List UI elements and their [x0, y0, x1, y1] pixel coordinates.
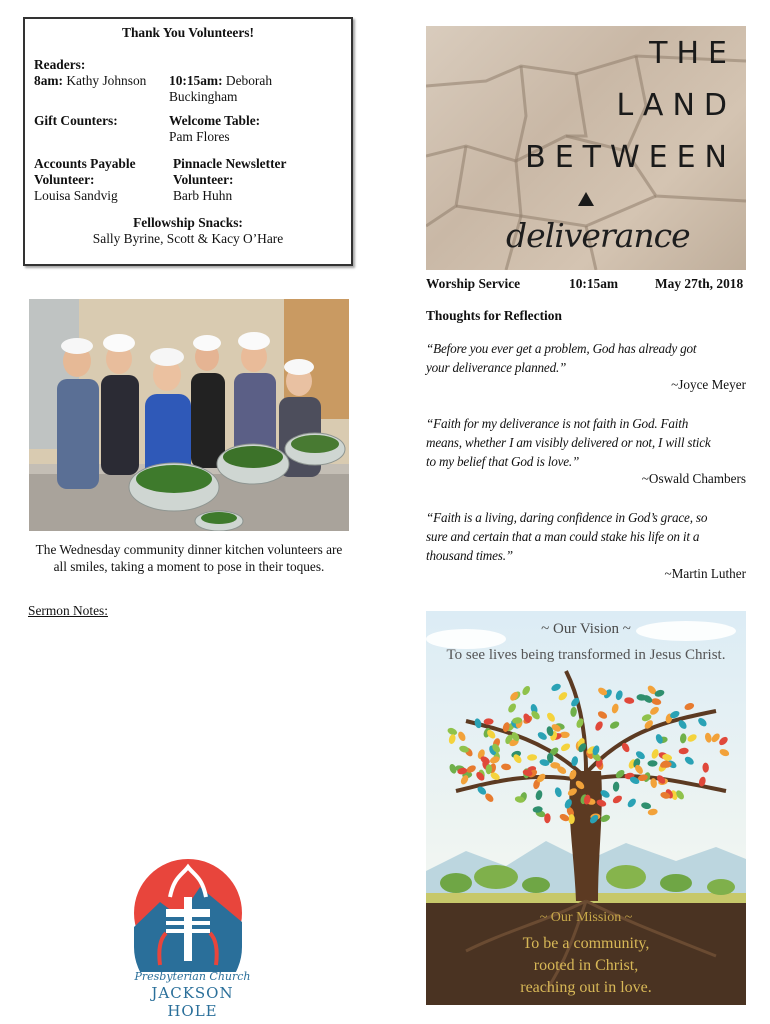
quote-3-author: ~Martin Luther	[664, 566, 746, 581]
quote-1-line2: your deliverance planned.”	[426, 360, 567, 375]
mission-title: ~ Our Mission ~	[539, 910, 633, 925]
leaf-icon	[554, 786, 563, 797]
leaf-icon	[677, 719, 688, 731]
volunteer-title: Thank You Volunteers!	[122, 25, 254, 40]
quote-3-line3: thousand times.”	[426, 548, 513, 563]
leaf-icon	[596, 798, 608, 807]
leaf-icon	[570, 707, 577, 718]
leaf-icon	[536, 731, 548, 742]
mission-line2: rooted in Christ,	[533, 957, 639, 974]
leaf-icon	[647, 760, 657, 767]
cover-script-word: deliverance	[506, 216, 690, 255]
leaf-icon	[545, 711, 556, 723]
reader-8am: 8am: Kathy Johnson	[34, 73, 147, 88]
vision-mission-graphic	[426, 611, 746, 1005]
quote-2-line1: “Faith for my deliverance is not faith in God. Faith	[426, 416, 689, 431]
leaf-icon	[521, 685, 532, 697]
photo-caption	[26, 541, 352, 575]
service-label: Worship Service	[426, 276, 521, 291]
leaf-icon	[686, 733, 698, 744]
church-logo	[130, 857, 255, 1020]
leaf-icon	[557, 690, 569, 701]
mission-line3: reaching out in love.	[520, 979, 652, 996]
kitchen-photo-illustration	[29, 299, 349, 531]
reader-1015: 10:15am: Deborah	[169, 73, 273, 88]
accounts-label-2: Volunteer:	[34, 172, 95, 187]
leaf-icon	[597, 710, 609, 721]
leaf-icon	[563, 798, 573, 810]
leaf-icon	[611, 794, 623, 805]
reflection-heading: Thoughts for Reflection	[426, 308, 562, 323]
leaf-icon	[704, 732, 712, 743]
leaf-icon	[620, 742, 631, 754]
quote-1-line1: “Before you ever get a problem, God has already got	[426, 341, 697, 356]
newsletter-name: Barb Huhn	[173, 188, 233, 203]
leaf-icon	[698, 776, 707, 787]
leaf-icon	[550, 682, 562, 692]
leaf-icon	[457, 730, 467, 742]
mission-line1: To be a community,	[522, 935, 650, 952]
quote-3	[426, 508, 756, 565]
sermon-series-graphic	[426, 26, 746, 270]
leaf-icon	[650, 778, 658, 789]
leaf-icon	[612, 781, 619, 792]
gift-counters-label: Gift Counters:	[34, 113, 118, 128]
welcome-table-label: Welcome Table:	[169, 113, 261, 128]
accounts-label: Accounts Payable	[34, 156, 136, 171]
caption-line1: The Wednesday community dinner kitchen volunteers are	[35, 542, 343, 557]
snacks-names: Sally Byrine, Scott & Kacy O’Hare	[92, 231, 284, 246]
leaf-icon	[615, 689, 624, 700]
leaf-icon	[527, 754, 537, 761]
quote-2	[426, 414, 756, 471]
leaf-icon	[649, 705, 661, 716]
logo-line1: Presbyterian Church	[134, 970, 251, 983]
vision-title: ~ Our Vision ~	[541, 621, 631, 637]
mission-text	[426, 933, 746, 999]
readers-label: Readers:	[34, 57, 86, 72]
triangle-icon	[578, 192, 594, 206]
leaf-icon	[473, 718, 482, 729]
leaf-icon	[624, 697, 635, 705]
caption-line2: all smiles, taking a moment to pose in their toques.	[53, 559, 325, 574]
leaf-icon	[614, 768, 626, 779]
cover-title-line1: THE	[649, 36, 736, 71]
leaf-icon	[650, 748, 660, 760]
leaf-icon	[535, 789, 544, 800]
quote-1-author: ~Joyce Meyer	[671, 377, 746, 392]
volunteer-box	[23, 17, 353, 266]
snacks-label: Fellowship Snacks:	[133, 215, 243, 230]
leaf-icon	[560, 742, 572, 753]
leaf-icon	[702, 762, 709, 772]
leaf-icon	[678, 747, 689, 755]
volunteers-photo	[29, 299, 349, 531]
sermon-notes-label: Sermon Notes:	[28, 603, 108, 618]
reader-1015-line2: Buckingham	[169, 89, 238, 104]
service-time: 10:15am	[569, 276, 619, 291]
leaf-icon	[611, 703, 620, 714]
leaf-icon	[570, 696, 581, 708]
accounts-name: Louisa Sandvig	[34, 188, 118, 203]
leaf-icon	[683, 702, 695, 712]
leaf-icon	[568, 769, 578, 781]
leaf-icon	[568, 814, 575, 824]
leaf-icon	[575, 717, 585, 729]
leaf-icon	[609, 720, 621, 730]
leaf-icon	[594, 720, 605, 732]
leaf-icon	[483, 718, 493, 725]
leaf-icon	[647, 808, 658, 816]
logo-line2: JACKSON HOLE	[151, 984, 234, 1020]
service-date: May 27th, 2018	[655, 276, 744, 291]
leaf-icon	[507, 702, 518, 714]
quote-2-author: ~Oswald Chambers	[641, 471, 746, 486]
leaf-icon	[599, 813, 611, 823]
leaf-icon	[599, 788, 611, 799]
quote-3-line2: sure and certain that a man could stake his life on it a	[426, 529, 700, 544]
cover-title-line2: LAND	[616, 88, 736, 123]
quote-1	[426, 339, 756, 377]
leaf-icon	[501, 763, 512, 771]
leaf-icon	[502, 721, 511, 732]
leaf-icon	[566, 787, 578, 798]
newsletter-label: Pinnacle Newsletter	[173, 156, 287, 171]
leaf-icon	[697, 716, 709, 728]
quote-3-line1: “Faith is a living, daring confidence in God’s grace, so	[426, 510, 708, 525]
quote-2-line2: means, whether I am visibly delivered or not, I will stick	[426, 435, 711, 450]
cover-title-line3: BETWEEN	[525, 140, 736, 175]
leaf-icon	[641, 801, 652, 809]
welcome-table-name: Pam Flores	[169, 129, 230, 144]
leaf-icon	[626, 797, 637, 809]
leaf-icon	[448, 733, 457, 744]
quote-2-line3: to my belief that God is love.”	[426, 454, 580, 469]
leaf-icon	[651, 697, 662, 705]
vision-statement: To see lives being transformed in Jesus Christ.	[446, 647, 726, 663]
church-seal-icon	[130, 857, 255, 972]
leaf-icon	[719, 748, 731, 758]
newsletter-label-2: Volunteer:	[173, 172, 234, 187]
leaf-icon	[679, 733, 686, 744]
leaf-icon	[683, 755, 695, 766]
leaf-icon	[571, 756, 579, 767]
